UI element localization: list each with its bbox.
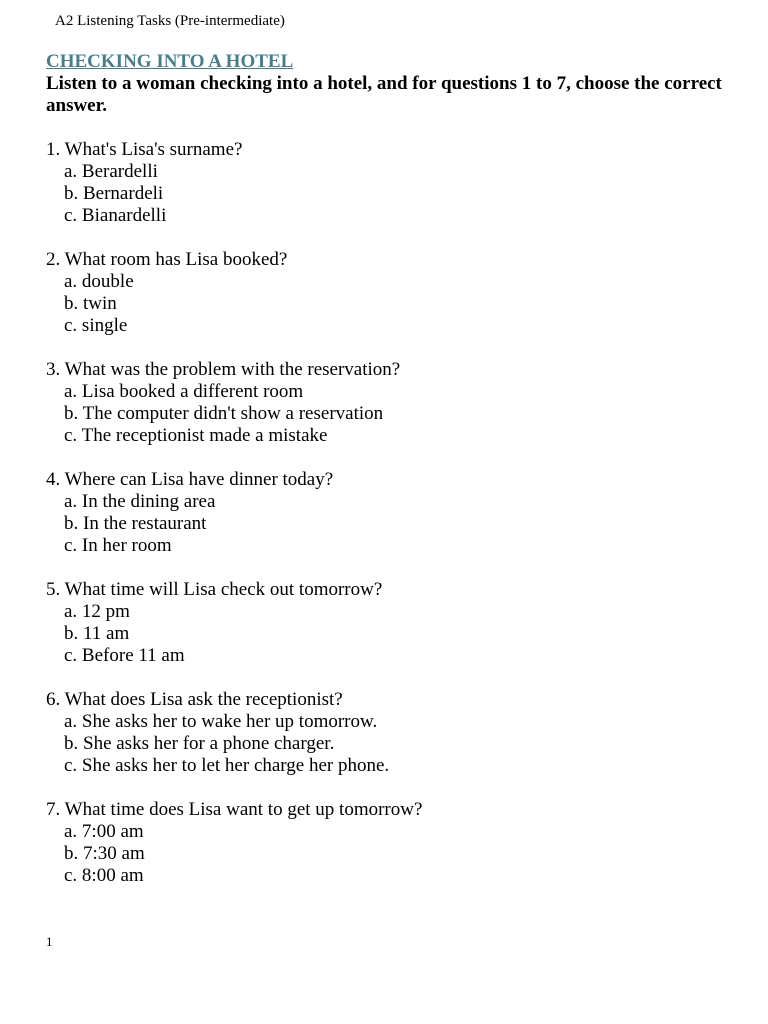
question-4 [46,469,726,557]
question-2 [46,249,726,337]
answer-option-a: a. 12 pm [64,601,130,622]
answer-option-a: a. double [64,271,134,292]
instructions: Listen to a woman checking into a hotel, and for questions 1 to 7, choose the correct answer. [46,73,722,116]
question-1 [46,139,726,227]
answer-option-b: b. In the restaurant [64,513,207,534]
question-text: 1. What's Lisa's surname? [46,139,243,160]
answer-options [46,601,726,667]
answer-option-a: a. 7:00 am [64,821,144,842]
answer-options [46,711,726,777]
question-text: 6. What does Lisa ask the receptionist? [46,689,343,710]
answer-option-c: c. 8:00 am [64,865,144,886]
question-6 [46,689,726,777]
question-3 [46,359,726,447]
answer-option-b: b. twin [64,293,117,314]
answer-option-b: b. The computer didn't show a reservation [64,403,384,424]
question-text: 5. What time will Lisa check out tomorrow? [46,579,383,600]
page-number: 1 [46,934,53,949]
running-header: A2 Listening Tasks (Pre-intermediate) [55,13,285,29]
answer-option-c: c. In her room [64,535,172,556]
answer-option-c: c. The receptionist made a mistake [64,425,328,446]
question-text: 2. What room has Lisa booked? [46,249,288,270]
answer-option-a: a. She asks her to wake her up tomorrow. [64,711,378,732]
answer-option-c: c. single [64,315,128,336]
answer-option-a: a. Lisa booked a different room [64,381,304,402]
document-title: CHECKING INTO A HOTEL [46,51,294,72]
question-7 [46,799,726,887]
answer-options [46,491,726,557]
answer-option-b: b. Bernardeli [64,183,164,204]
question-text: 4. Where can Lisa have dinner today? [46,469,334,490]
answer-options [46,161,726,227]
document-body [46,51,726,909]
answer-option-c: c. She asks her to let her charge her phone. [64,755,390,776]
answer-option-b: b. She asks her for a phone charger. [64,733,335,754]
answer-option-c: c. Before 11 am [64,645,185,666]
answer-option-c: c. Bianardelli [64,205,167,226]
answer-option-b: b. 7:30 am [64,843,145,864]
answer-options [46,271,726,337]
answer-option-a: a. Berardelli [64,161,158,182]
answer-options [46,381,726,447]
answer-option-b: b. 11 am [64,623,130,644]
question-5 [46,579,726,667]
question-text: 3. What was the problem with the reservation? [46,359,401,380]
answer-options [46,821,726,887]
answer-option-a: a. In the dining area [64,491,216,512]
question-text: 7. What time does Lisa want to get up tomorrow? [46,799,423,820]
